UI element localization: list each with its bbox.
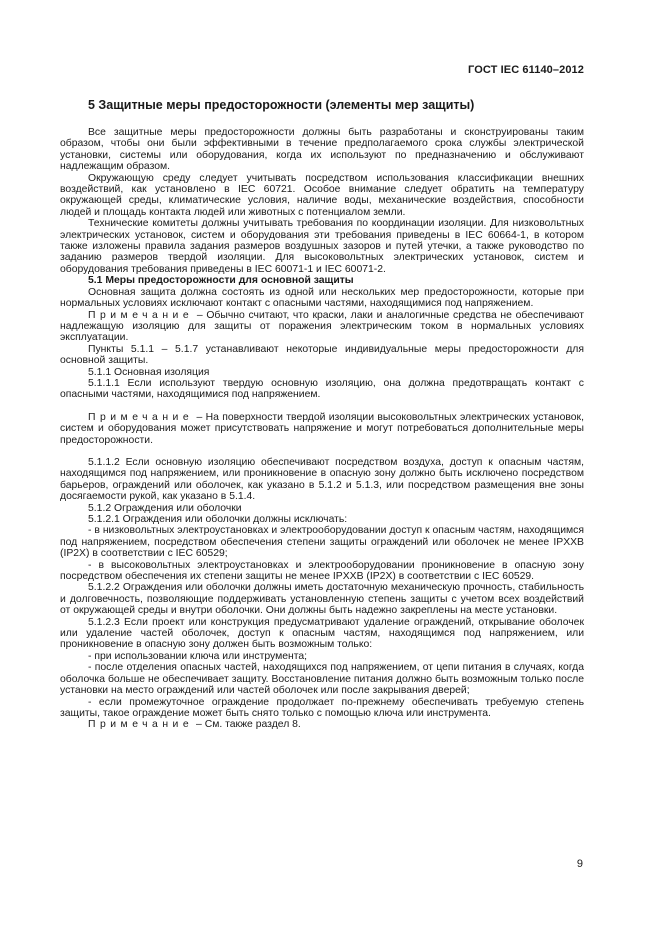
list-item: - при использовании ключа или инструмента;	[88, 650, 308, 662]
paragraph: 5.1.1 Основная изоляция	[88, 366, 210, 378]
subsection-heading: 5.1 Меры предосторожности для основной защиты	[88, 275, 354, 287]
list-item: - после отделения опасных частей, находящихся под напряжением, от цепи питания в случаях, когда оболочка больше не обеспечивает защиту. Восстановление питания должно быть возможным только после установки на место ограждений или частей оболочек или после закрывания дверей;	[60, 662, 584, 697]
paragraph: Все защитные меры предосторожности должны быть разработаны и сконструированы таким образом, чтобы они были эффективными в течение предполагаемого срока службы электрической установки, системы или оборудования, когда их используют по предназначению и обслуживают надлежащим образом.	[60, 127, 584, 173]
paragraph: Пункты 5.1.1 – 5.1.7 устанавливают некоторые индивидуальные меры предосторожности для основной защиты.	[60, 343, 584, 367]
paragraph: 5.1.2.3 Если проект или конструкция предусматривают удаление ограждений, открывание оболочек или удаление частей оболочек, доступ к опасным частям, находящимся под напряжением, или проникновение в опасную зону должен быть возможным только:	[60, 616, 584, 651]
paragraph: 5.1.1.2 Если основную изоляцию обеспечивают посредством воздуха, доступ к опасным частям, находящимся под напряжением, или проникновение в опасную зону должно быть исключено посредством барьеров, ограждений или оболочек, как указано в 5.1.2 и 5.1.3, или посредством размещения вне зоны досягаемости рукой, как указано в 5.1.4.	[60, 456, 584, 503]
list-item: - в низковольтных электроустановках и электрооборудовании доступ к опасным частям, находящимся под напряжением, посредством обеспечения степени защиты ограждений или оболочек не менее IPXXB (IP2X) в соответствии с IEC 60529;	[60, 525, 584, 560]
note-text: – На поверхности твердой изоляции высоковольтных электрических установок, систем и оборудования может присутствовать напряжение и могут потребоваться дополнительные меры предосторожности.	[60, 411, 584, 446]
list-item: - в высоковольтных электроустановках и электрооборудовании проникновение в опасную зону посредством обеспечения их степени защиты не менее IPXXB (IP2X) в соответствии с IEC 60529.	[60, 559, 584, 583]
document-body	[60, 127, 584, 731]
paragraph: 5.1.1.1 Если используют твердую основную изоляцию, она должна предотвращать контакт с опасными частями, находящимися под напряжением.	[60, 377, 584, 401]
paragraph: Технические комитеты должны учитывать требования по координации изоляции. Для низковольтных электрических установок, систем и оборудования эти требования приведены в IEC 60664-1, в котором также изложены правила задания размеров воздушных зазоров и путей утечки, а также руководство по заданию размеров твердой изоляции. Для высоковольтных электрических установок, систем и оборудования требования приведены в IEC 60071-1 и IEC 60071-2.	[60, 218, 584, 275]
paragraph: 5.1.2.2 Ограждения или оболочки должны иметь достаточную механическую прочность, стабильность и долговечность, позволяющие поддерживать установленную степень защиты с учетом всех воздействий от окружающей среды и внутри оболочки. Они должны быть надежно закреплены на месте установки.	[60, 582, 584, 617]
note-label: Примечание	[88, 309, 194, 321]
note-label: Примечание	[88, 411, 194, 423]
paragraph: 5.1.2 Ограждения или оболочки	[88, 502, 242, 514]
note-text: – Обычно считают, что краски, лаки и аналогичные средства не обеспечивают надлежащую изоляцию для защиты от поражения электрическим током в нормальных условиях эксплуатации.	[60, 309, 585, 344]
note-paragraph	[60, 310, 584, 344]
page-number: 9	[576, 858, 583, 870]
standard-header: ГОСТ IEC 61140–2012	[468, 64, 584, 76]
paragraph: Основная защита должна состоять из одной или нескольких мер предосторожности, которые при нормальных условиях исключают контакт с опасными частями, находящимися под напряжением.	[60, 286, 584, 310]
note-paragraph	[60, 412, 584, 446]
note-paragraph	[60, 719, 584, 730]
section-title: 5 Защитные меры предосторожности (элементы мер защиты)	[88, 98, 475, 112]
note-label: Примечание	[88, 719, 194, 731]
paragraph: Окружающую среду следует учитывать посредством использования классификации внешних воздействий, как установлено в IEC 60721. Особое внимание следует обратить на температуру окружающей среды, климатические условия, наличие воды, механические воздействия, способности людей и площадь контакта людей или животных с потенциалом земли.	[60, 172, 584, 218]
note-text: – См. также раздел 8.	[196, 719, 301, 731]
paragraph: 5.1.2.1 Ограждения или оболочки должны исключать:	[88, 514, 348, 525]
list-item: - если промежуточное ограждение продолжает по-прежнему обеспечивать требуемую степень защиты, такое ограждение может быть снято только с помощью ключа или инструмента.	[60, 696, 584, 719]
